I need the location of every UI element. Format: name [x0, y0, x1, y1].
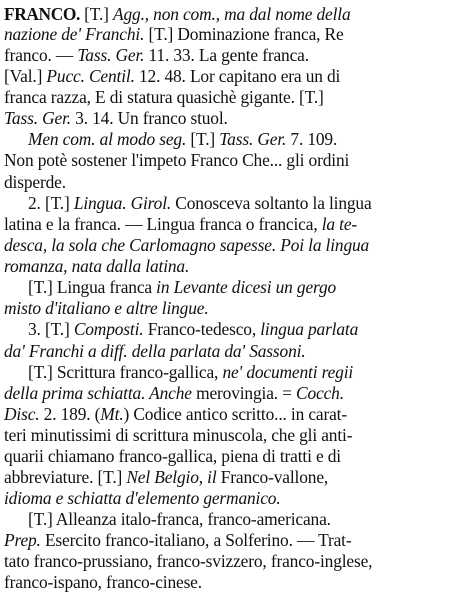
- entry-line: [4, 424, 352, 446]
- italic-text: Lingua. Girol.: [73, 193, 172, 213]
- entry-text: [T.] Scrittura franco-gallica,: [28, 362, 223, 382]
- entry-line: [4, 213, 357, 235]
- italic-text: ne' documenti regii: [222, 362, 354, 382]
- entry-line: [4, 297, 209, 319]
- entry-line: [28, 128, 337, 150]
- entry-line: [4, 340, 306, 362]
- entry-line: [4, 171, 66, 193]
- entry-text: [T.] Lingua franca: [28, 277, 157, 297]
- italic-text: Pucc. Centil.: [46, 66, 135, 86]
- entry-text: Franco-vallone,: [216, 467, 329, 487]
- entry-text: 11. 33. La gente franca.: [144, 45, 309, 65]
- entry-text: latina e la franca. — Lingua franca o francica,: [4, 214, 322, 234]
- entry-line: [4, 3, 351, 25]
- italic-text: romanza, nata dalla latina.: [4, 256, 190, 276]
- entry-line: [28, 361, 353, 383]
- italic-text: Tass. Ger.: [4, 108, 71, 128]
- italic-text: Prep.: [4, 530, 41, 550]
- italic-text: idioma e schiatta d'elemento germanico.: [4, 488, 281, 508]
- entry-line: [28, 318, 358, 340]
- entry-line: [28, 276, 336, 298]
- entry-line: [4, 466, 328, 488]
- entry-line: [28, 508, 331, 530]
- entry-line: [4, 382, 344, 404]
- italic-text: Nel Belgio, il: [126, 467, 217, 487]
- italic-text: della prima schiatta. Anche: [4, 383, 192, 403]
- entry-text: 3. 14. Un franco stuol.: [70, 108, 228, 128]
- entry-line: [4, 487, 281, 509]
- entry-line: [4, 23, 344, 45]
- entry-text: Franco-tedesco,: [143, 319, 261, 339]
- entry-line: [4, 403, 347, 425]
- entry-line: [4, 571, 202, 593]
- entry-text: [T.] Dominazione franca, Re: [144, 24, 344, 44]
- italic-text: Disc.: [4, 404, 40, 424]
- entry-text: merovingia. =: [191, 383, 297, 403]
- entry-text: tato franco-prussiano, franco-svizzero, franco-inglese,: [4, 551, 373, 571]
- entry-text: 12. 48. Lor capitano era un di: [134, 66, 341, 86]
- italic-text: Tass. Ger.: [219, 129, 287, 149]
- entry-line: [4, 44, 309, 66]
- entry-text: Non potè sostener l'impeto Franco Che... gli ordini: [4, 150, 350, 170]
- entry-line: [4, 86, 324, 108]
- italic-text: in Levante dicesi un gergo: [156, 277, 337, 297]
- entry-text: ) Codice antico scritto... in carat-: [123, 404, 348, 424]
- italic-text: Tass. Ger.: [77, 45, 145, 65]
- entry-text: 7. 109.: [286, 129, 338, 149]
- italic-text: la te-: [321, 214, 358, 234]
- entry-text: Conosceva soltanto la lingua: [171, 193, 372, 213]
- entry-text: franco-ispano, franco-cinese.: [4, 572, 202, 592]
- italic-text: misto d'italiano e altre lingue.: [4, 298, 209, 318]
- entry-text: 3. [T.]: [28, 319, 74, 339]
- italic-text: desca, la sola che Carlomagno sapesse. Poi la lingua: [4, 235, 370, 255]
- entry-text: 2. [T.]: [28, 193, 74, 213]
- entry-line: [4, 149, 349, 171]
- entry-text: teri minutissimi di scrittura minuscola, che gli anti-: [4, 425, 353, 445]
- italic-text: nazione de' Franchi.: [4, 24, 145, 44]
- italic-text: da' Franchi a diff. della parlata da' Sassoni.: [4, 341, 306, 361]
- italic-text: Mt.: [100, 404, 124, 424]
- dictionary-entry: [4, 3, 466, 591]
- entry-line: [4, 65, 340, 87]
- entry-line: [4, 234, 369, 256]
- entry-line: [4, 529, 352, 551]
- entry-line: [4, 550, 372, 572]
- headword: FRANCO.: [4, 4, 80, 24]
- entry-text: [T.]: [186, 129, 220, 149]
- entry-text: franca razza, E di statura quasichè gigante. [T.]: [4, 87, 324, 107]
- entry-text: [T.]: [79, 4, 113, 24]
- entry-text: disperde.: [4, 172, 66, 192]
- entry-line: [4, 445, 341, 467]
- entry-text: Esercito franco-italiano, a Solferino. — Trat-: [40, 530, 352, 550]
- entry-text: [T.] Alleanza italo-franca, franco-americana.: [28, 509, 331, 529]
- italic-text: Agg., non com., ma dal nome della: [113, 4, 351, 24]
- entry-text: [Val.]: [4, 66, 47, 86]
- italic-text: Cocch.: [296, 383, 344, 403]
- italic-text: Composti.: [73, 319, 144, 339]
- entry-line: [4, 255, 189, 277]
- entry-text: franco. —: [4, 45, 78, 65]
- entry-line: [28, 192, 372, 214]
- italic-text: lingua parlata: [260, 319, 359, 339]
- italic-text: Men com. al modo seg.: [28, 129, 187, 149]
- entry-text: abbreviature. [T.]: [4, 467, 127, 487]
- entry-text: 2. 189. (: [39, 404, 101, 424]
- entry-text: quarii chiamano franco-gallica, piena di tratti e di: [4, 446, 341, 466]
- entry-line: [4, 107, 228, 129]
